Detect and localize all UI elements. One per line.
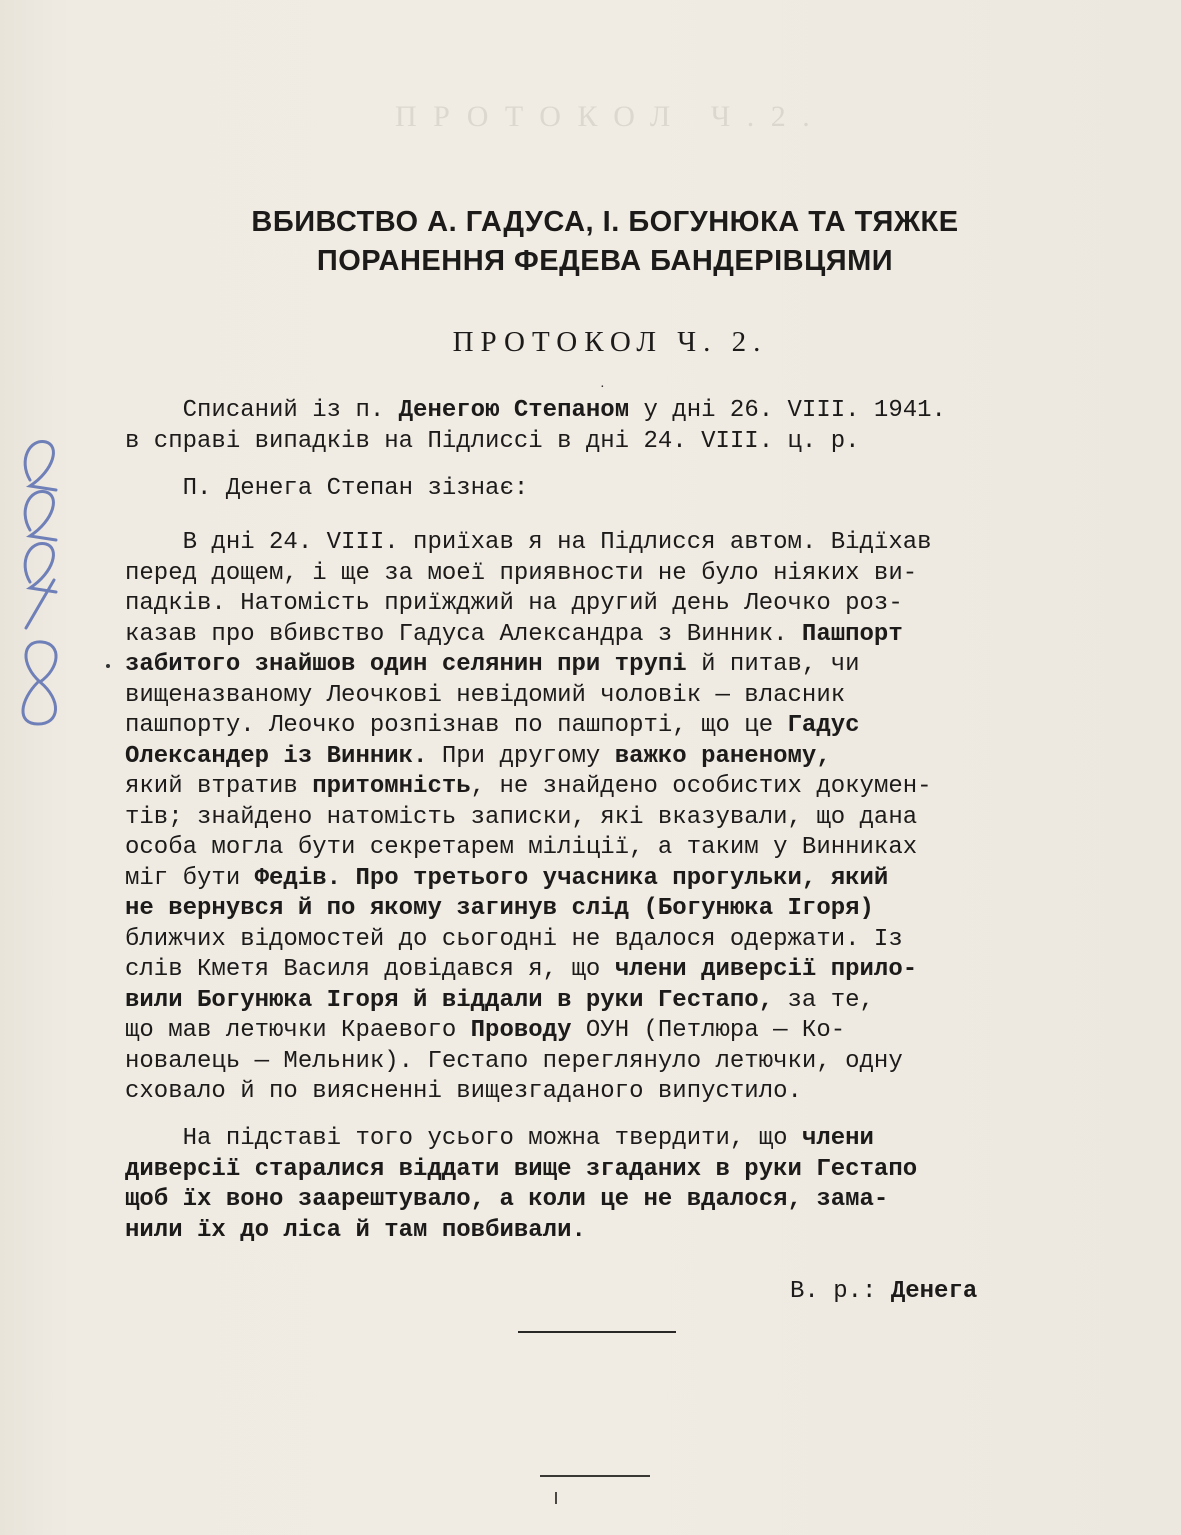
document-title-line-1: ВБИВСТВО А. ГАДУСА, І. БОГУНЮКА ТА ТЯЖКЕ <box>251 206 959 238</box>
main-paragraph: В дні 24. VIII. приїхав я на Підлисся автом. Відїхав перед дощем, і ще за моеї приявности не було ніяких ви- падків. Натомість приїжджий на другий день Леочко роз- казав про вбивство Гадуса Александра з Винник. Пашпорт забитого знайшов один селянин при трупі й питав, чи вищеназваному Леочкові невідомий чоловік — власник пашпорту. Леочко розпізнав по пашпорті, що це Гадус Олександер із Винник. При другому важко раненому, який втратив притомність, не знайдено особистих докумен- тів; знайдено натомість записки, які вказували, що дана особа могла бути секретарем міліції, а таким у Винниках міг бути Федів. Про третього учасника прогульки, який не вернувся й по якому загинув слід (Богунюка Ігоря) ближчих відомостей до сьогодні не вдалося одержати. Із слів Кметя Василя довідався я, що члени диверсії прило- вили Богунюка Ігоря й віддали в руки Гестапо, за те, що мав летючки Краевого Проводу ОУН (Петлюра — Ко- новалець — Мельник). Гестапо переглянуло летючки, одну сховало й по виясненні вищезгаданого випустило. <box>125 529 932 1105</box>
bleedthrough-text: ПРОТОКОЛ Ч.2. <box>395 100 827 133</box>
witness-statement-line: П. Денега Степан зізнає: <box>125 475 529 502</box>
signature-line: В. р.: Денега <box>790 1278 978 1305</box>
handwritten-margin-note <box>0 432 110 732</box>
bottom-rule <box>540 1475 650 1477</box>
protocol-heading: ПРОТОКОЛ Ч. 2. <box>452 326 768 358</box>
bottom-tick-mark <box>555 1492 557 1504</box>
dot-mark: · <box>600 380 605 395</box>
intro-paragraph: Списаний із п. Денегою Степаном у дні 26. VIII. 1941. в справі випадків на Підлиссі в дні 24. VIII. ц. р. <box>125 397 946 455</box>
conclusion-paragraph: На підставі того усього можна твердити, що члени диверсії старалися віддати вище згаданих в руки Гестапо щоб їх воно заарештувало, а коли це не вдалося, зама- нили їх до ліса й там повбивали. <box>125 1125 918 1244</box>
document-title-line-2: ПОРАНЕННЯ ФЕДЕВА БАНДЕРІВЦЯМИ <box>316 245 894 277</box>
closing-rule <box>518 1331 676 1333</box>
